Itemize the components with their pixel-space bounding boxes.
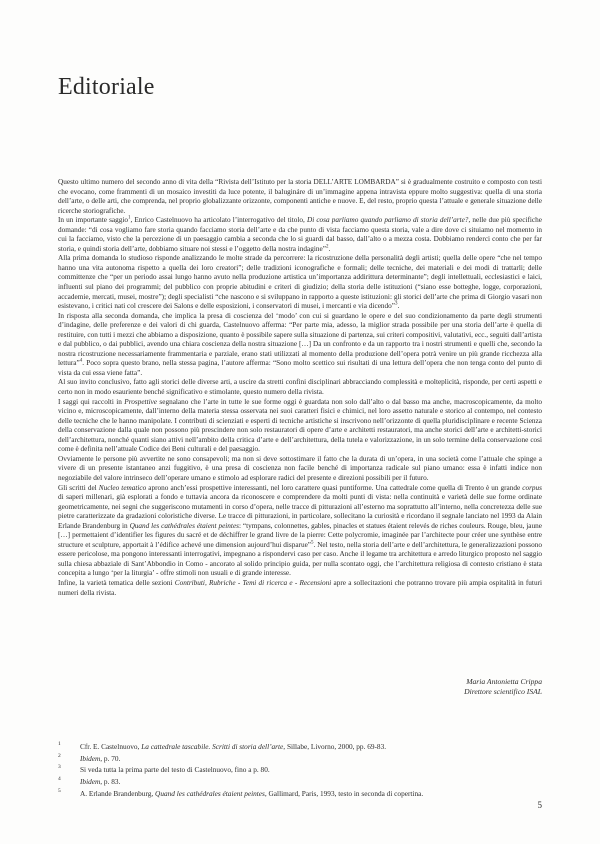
footnote	[58, 741, 542, 753]
text-run: , Enrico Castelnuovo ha articolato l’interrogativo del titolo,	[130, 216, 307, 225]
footnote-ref: 3	[395, 301, 398, 307]
text-run: , p. 83.	[100, 777, 121, 787]
footnote-text	[80, 764, 542, 776]
text-run: A. Erlande Brandenburg,	[80, 788, 156, 798]
italic-text: Prospettive	[124, 397, 158, 406]
text-run: Si veda tutta la prima parte del testo di Castelnuovo, fino a p. 80.	[80, 765, 270, 775]
footnote	[58, 764, 542, 776]
text-run: In risposta alla seconda domanda, che implica la presa di coscienza del ‘modo’ con cui si guardano le opere e del suo condizionamento da parte degli strumenti d’indagine, delle preferenze e dei valori di chi guarda, Castelnuovo afferma: “Per parte mia, adesso, la miglior strada possibile per una storia dell’arte è quella di restituire, con tutti i mezzi che abbiamo a disposizione, quanto è possibile sapere sulla situazione di partenza, sui criteri compositivi, valutativi, ecc., seguiti dall’artista e dal pubblico, o dai pubblici, avendo una chiara coscienza della nostra situazione […] Da un confronto e da un rapporto tra i nostri strumenti e quelli che, secondo la nostra ricostruzione necessariamente frammentaria e parziale, erano stati utilizzati al momento della produzione dell’opera potrà venire un più grande ricchezza alla lettura”	[58, 311, 542, 368]
text-run: Infine, la varietà tematica delle sezioni	[58, 578, 175, 587]
text-run: di saperi millenari, già esplorati a fondo e tuttavia ancora da riconoscere e comprendere da molti punti di vista: nella continuità e varietà delle sue forme ordinate geometricamente, nei segni che suggeriscono mutamenti in corso d’opera, nelle tracce di pitturazioni all’esterno ma soprattutto all’interno, nella concretezza delle sue pietre caratterizzate da gradazioni coloristiche diverse. Le tracce di pitturazioni, in particolare, sollecitano la curiosità e ricordano il segnale lanciato nel 1993 da Alain Erlande Brandenburg in	[58, 493, 542, 530]
body-paragraph	[58, 378, 542, 397]
body-paragraph	[58, 484, 542, 579]
footnote-text	[80, 753, 542, 765]
text-run: I saggi qui raccolti in	[58, 397, 125, 406]
body-paragraph	[58, 579, 542, 598]
footnote	[58, 753, 542, 765]
text-run: , Sillabe, Livorno, 2000, pp. 69-83.	[283, 742, 387, 751]
text-run: .	[328, 244, 331, 253]
footnote-text	[80, 788, 542, 800]
text-run: In un importante saggio	[58, 216, 128, 225]
italic-text: Ibidem	[80, 777, 101, 787]
author-name: Maria Antonietta Crippa	[466, 677, 542, 686]
footnote-ref: 2	[325, 244, 329, 250]
text-run: segnalano che l’arte in tutte le sue forme oggi è guardata non solo dall’alto o dal basso ma anche, macroscopicamente, da molto vicino e, microscopicamente, dall’interno della materia stessa osservata nei suoi caratteri fisici e chimici, nel loro assetto naturale e storico al contempo, nel contesto delle tecniche che le hanno manipolate. I contributi di scienziati e esperti di tecniche artistiche si inscrivono nell’orizzonte di quella pluridisciplinare e recente Scienza della conservazione dalla quale non possono più prescindere non solo restauratori di opere d’arte e architetti restauratori, ma anche storici dell’arte e architetti-storici dell’architettura, nonché quanti siano attivi nell’ambito della critica d’arte e dell’architettura, della tutela e valorizzazione, in un solo termine della conservazione così come è definita nell’attuale Codice dei Beni culturali e del paesaggio.	[58, 397, 542, 454]
text-run: , p. 70.	[100, 753, 121, 763]
text-run: Questo ultimo numero del secondo anno di vita della “Rivista dell’Istituto per la storia DELL’ARTE LOMBARDA” si è gradualmente costruito e composto con testi che evocano, come frammenti di un mosaico investiti da luce potente, il balugináre di un’immagine appena intravista eppure molto suggestiva: quella di una storia dell’arte, o delle arti, che comprenda, nel proprio globalizzante orizzonte, componenti antiche e nuove. E, del resto, proprio questa l’attuale e generale situazione delle ricerche storiografiche.	[58, 178, 542, 215]
text-run: Ovviamente le persone più avvertite ne sono consapevoli; ma non si deve sottostimare il fatto che la durata di un’opera, in una società come l’attuale che spinge a vivere di un presente istantaneo anzi fuggitivo, è una presa di coscienza non facile benché di importanza radicale sul piano umano: essa è infatti indice non negoziabile del valore intrinseco dell’operare umano e stimolo ad esplorare radici del presente e direzioni possibili per il futuro.	[58, 454, 542, 482]
text-run: . Poco sopra questo brano, nella stessa pagina, l’autore afferma: “Sono molto scettico sui risultati di una lettura dell’opera che non tenga conto del punto di vista da cui essa viene fatta”.	[58, 359, 542, 377]
signature-block	[464, 677, 542, 697]
text-run: Alla prima domanda lo studioso risponde analizzando le molte strade da percorrere: la ricostruzione della personalità degli artisti; quella delle opere “che nel tempo hanno una vita autonoma rispetto a quella dei loro creatori”; delle tradizioni iconografiche e formali; delle tecniche, dei materiali e dei modi di trattarli; delle committenze che “per un periodo assai lungo hanno avuto nella produzione artistica un’importanza addirittura determinante”; degli intellettuali, ecclesiastici e laici, influenti sul piano dei programmi; del pubblico con proprie abitudini e criteri di giudizio; della storia delle istituzioni (“siano esse botteghe, logge, corporazioni, accademie, mercati, musei, mostre”); degli specialisti “che nascono e si sviluppano in rapporto a queste istituzioni: gli storici dell’arte che prima di Giorgio vasari non esistevano, i critici nati col crescere dei Salons e delle esposizioni, i conservatori di musei, i mercanti e via dicendo”	[58, 254, 542, 311]
footnote-text	[80, 776, 542, 788]
italic-text: Quand les cathédrales étaient peintes	[129, 521, 239, 530]
page-title: Editoriale	[58, 74, 155, 100]
body-paragraph	[58, 216, 542, 254]
text-run: apre a sollecitazioni che potranno trovare più ampia ospitalità in futuri numeri della rivista.	[58, 578, 542, 597]
footnote-text	[80, 741, 542, 753]
editorial-body	[58, 178, 542, 598]
footnote-ref: 5	[311, 540, 314, 546]
italic-text: La cattedrale tascabile. Scritti di storia dell’arte	[141, 742, 284, 751]
footnote-number: 5	[58, 787, 61, 794]
text-run: aprono anch’essi prospettive interessanti, nel loro carattere quasi puntiforme. Una cattedrale come quella di Trento è un grande	[146, 483, 523, 492]
body-paragraph	[58, 398, 542, 455]
text-run: . Nel testo, nella storia dell’arte e dell’architettura, le generalizzazioni possono essere pericolose, ma pongono interessanti interrogativi, impegnano a rispondervi caso per caso. Anche il legame tra architettura e arredo liturgico proposto nel saggio sulla chiesa abbaziale di Sant’Abbondio in Como - ancorato al solido principio guida, per nulla scontato oggi, che l’architettura religiosa di contesto cristiano è stata concepita a lungo ‘per la liturgia’ - offre stimoli non usuali e di grande interesse.	[58, 540, 542, 578]
body-paragraph	[58, 312, 542, 379]
italic-text: Nucleo tematico	[98, 483, 147, 492]
footnote-number: 3	[58, 764, 61, 771]
page-number: 5	[537, 800, 542, 810]
text-run: , nelle due più specifiche domande: “di cosa vogliamo fare storia quando facciamo storia dell’arte e da che punto di vista facciamo questa storia, vale a dire dove ci situiamo nel momento in cui la facciamo, visto che la percezione di un paesaggio cambia a seconda che lo si guardi dal basso, dall’alto o a mezza costa. Dobbiamo renderci conto che per far storia, e quindi storia dell’arte, dobbiamo situare noi stessi e l’oggetto della nostra indagine”	[58, 216, 542, 253]
body-paragraph	[58, 455, 542, 484]
italic-text: Di cosa parliamo quando parliamo di storia dell’arte?	[306, 216, 469, 225]
text-run: Cfr. E. Castelnuovo,	[80, 742, 142, 751]
author-role: Direttore scientifico ISAL	[464, 687, 542, 696]
italic-text: Quand les cathédrales étaient peintes	[155, 788, 265, 798]
footnote	[58, 776, 542, 788]
footnote-ref: 1	[128, 215, 131, 221]
body-paragraph	[58, 254, 542, 311]
body-paragraph	[58, 178, 542, 216]
footnote-number: 2	[58, 752, 61, 759]
italic-text: Ibidem	[80, 753, 101, 763]
text-run: .	[397, 302, 400, 311]
text-run: Al suo invito conclusivo, fatto agli storici delle diverse arti, a uscire da stretti confini disciplinari abbracciando complessità e molteplicità, risponde, per certi aspetti e certo non in modo esauriente benché significativo e stimolante, questo numero della rivista.	[58, 378, 542, 397]
text-run: : “tympans, colonnettes, gables, pinacles et statues étaient relevés de riches couleurs. Rouge, bleu, jaune […] permettaient d’identifier les figures du sacré et de déchiffrer le grand livre de la pierre: Cette polycromie, imaginée par l’architecte pour créer une synthèse entre structure et sculpture, apportait à l’édifice achevé une dimension aujourd’hui disparue”	[58, 521, 542, 549]
text-run: , Gallimard, Paris, 1993, testo in seconda di copertina.	[264, 788, 424, 798]
footnote-ref: 4	[79, 358, 83, 364]
text-run: Gli scritti del	[58, 483, 99, 492]
italic-text: Contributi, Rubriche - Temi di ricerca e - Recensioni	[174, 578, 332, 587]
footnote-number: 1	[58, 741, 61, 747]
footnote-number: 4	[58, 776, 61, 783]
footnotes	[58, 741, 542, 800]
footnote	[58, 788, 542, 800]
italic-text: corpus	[522, 483, 542, 492]
